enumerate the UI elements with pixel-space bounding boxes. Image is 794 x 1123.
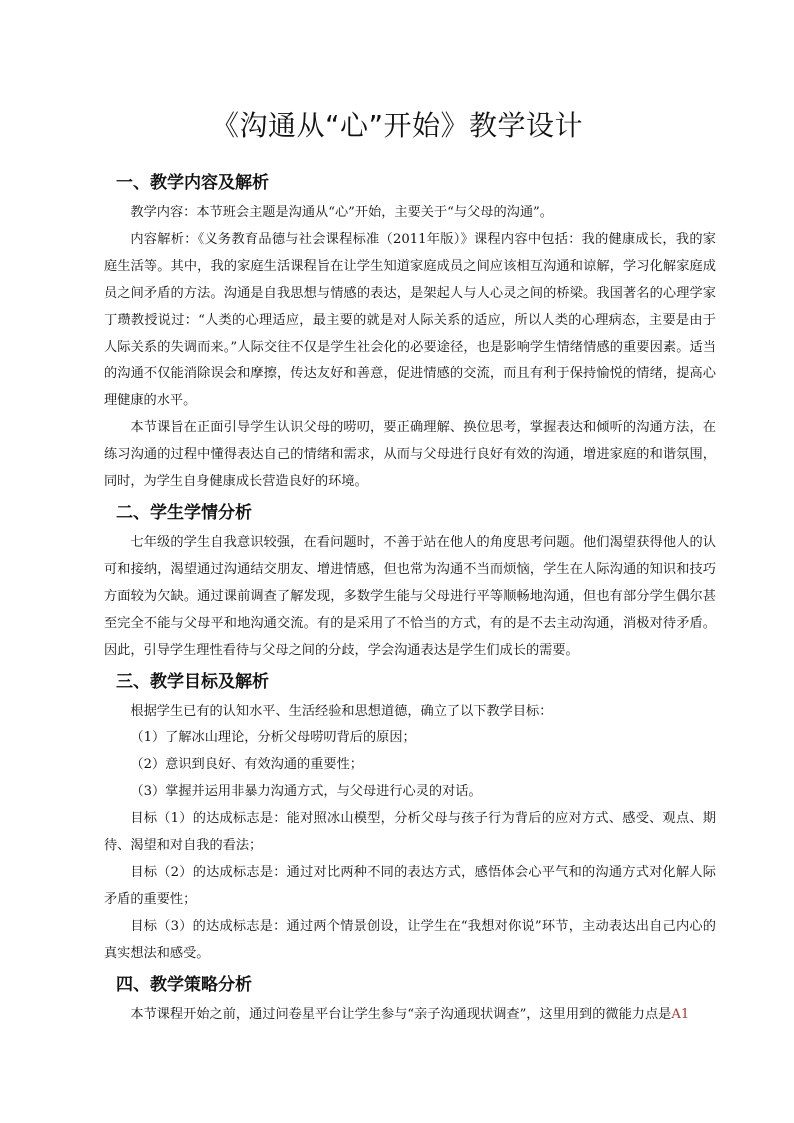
paragraph: 根据学生已有的认知水平、生活经验和思想道德，确立了以下教学目标：: [130, 703, 553, 719]
micro-ability-code: A1: [671, 1006, 690, 1022]
paragraph-text: 本节课程开始之前，通过问卷星平台让学生参与“亲子沟通现状调查”，这里用到的微能力点是: [130, 1006, 672, 1022]
goal-item: （2）意识到良好、有效沟通的重要性；: [130, 757, 363, 773]
section-heading: 一、教学内容及解析: [116, 173, 269, 193]
paragraph: [104, 1002, 716, 1029]
paragraph: 本节课旨在正面引导学生认识父母的唠叨，要正确理解、换位思考，掌握表达和倾听的沟通方法，在练习沟通的过程中懂得表达自己的情绪和需求，从而与父母进行良好有效的沟通，增进家庭的和谐氛围，同时，为学生自身健康成长营造良好的环境。: [104, 420, 716, 490]
paragraph: 目标（2）的达成标志是：通过对比两种不同的表达方式，感悟体会心平气和的沟通方式对化解人际矛盾的重要性；: [104, 864, 716, 907]
section-heading: 四、教学策略分析: [116, 974, 252, 995]
goal-item: （3）掌握并运用非暴力沟通方式，与父母进行心灵的对话。: [130, 784, 482, 800]
section-heading: 三、教学目标及解析: [116, 671, 269, 692]
section-content-analysis: [104, 170, 716, 496]
section-strategy-analysis: [104, 972, 716, 1029]
document-title: 《沟通从“心”开始》教学设计: [210, 109, 583, 142]
section-student-analysis: [104, 500, 716, 665]
paragraph: 内容解析：《义务教育品德与社会课程标准（2011年版）》课程内容中包括：我的健康成长，我的家庭生活等。其中，我的家庭生活课程旨在让学生知道家庭成员之间应该相互沟通和谅解，学习化解家庭成员之间矛盾的方法。沟通是自我思想与情感的表达，是架起人与人心灵之间的桥梁。我国著名的心理学家丁瓒教授说过：“人类的心理适应，最主要的就是对人际关系的适应，所以人类的心理病态，主要是由于人际关系的失调而来。”人际交往不仅是学生社会化的必要途径，也是影响学生情绪情感的重要因素。适当的沟通不仅能消除误会和摩擦，传达友好和善意，促进情感的交流，而且有利于保持愉悦的情绪，提高心理健康的水平。: [104, 231, 716, 409]
paragraph: 目标（3）的达成标志是：通过两个情景创设，让学生在“我想对你说”环节，主动表达出自己内心的真实想法和感受。: [104, 918, 716, 961]
paragraph: 七年级的学生自我意识较强，在看问题时，不善于站在他人的角度思考问题。他们渴望获得他人的认可和接纳，渴望通过沟通结交朋友、增进情感，但也常为沟通不当而烦恼，学生在人际沟通的知识和技巧方面较为欠缺。通过课前调查了解发现，多数学生能与父母进行平等顺畅地沟通，但也有部分学生偶尔甚至完全不能与父母平和地沟通交流。有的是采用了不恰当的方式，有的是不去主动沟通，消极对待矛盾。因此，引导学生理性看待与父母之间的分歧，学会沟通表达是学生们成长的需要。: [104, 534, 716, 658]
paragraph: 教学内容：本节班会主题是沟通从“心”开始，主要关于“与父母的沟通”。: [130, 205, 553, 220]
section-heading: 二、学生学情分析: [116, 502, 252, 523]
section-teaching-goals: [104, 669, 716, 968]
document-body: [104, 170, 716, 1028]
goal-item: （1）了解冰山理论，分析父母唠叨背后的原因；: [130, 730, 416, 746]
paragraph: 目标（1）的达成标志是：能对照冰山模型，分析父母与孩子行为背后的应对方式、感受、观点、期待、渴望和对自我的看法；: [104, 811, 716, 854]
